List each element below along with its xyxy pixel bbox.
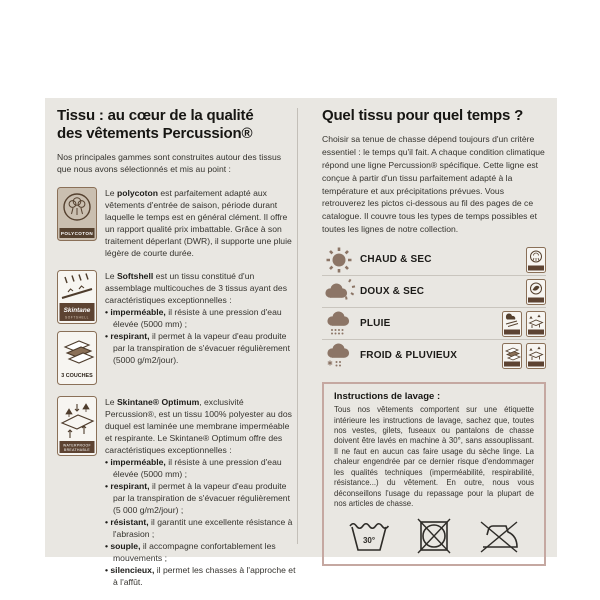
right-title: Quel tissu pour quel temps ? (322, 107, 524, 124)
column-divider (297, 108, 298, 544)
skintane-optimum-description: Le Skintane® Optimum, exclusivité Percussion®, est un tissu 100% polyester au dos duquel est laminée une membrane imperméable et respirante. Le Skintane® Optimum offre des caractéristiques exceptionnelles : • imperméable, il résiste à une pression d'eau élevée (5000 mm) ; • respirant, il permet à la vapeur d'eau produite par la transpiration de s'évacuer régulièrement (5 000 g/m2/jour) ; • résistant, il garantit une excellente résistance à l'abrasion ; • souple, il accompagne confortablement les mouvements ; • silencieux, il permet les chasses à l'approche et à l'affût. (105, 396, 296, 588)
skintane-optimum-badge-icon (57, 396, 97, 456)
rain-cloud-icon (322, 310, 360, 338)
weather-label: FROID & PLUVIEUX (360, 350, 458, 362)
sun-icon (322, 246, 360, 274)
left-title (57, 107, 297, 144)
softshell-description: Le Softshell est un tissu constitué d'un assemblage multicouches de 3 tissus ayant des caractéristiques exceptionnelles : • imperméable, il résiste à une pression d'eau élevée (5000 mm) ; • respirant, il permet à la vapeur d'eau produite par la transpiration de s'évacuer régulièrement (5000 g/m2/jour). (105, 270, 290, 365)
skintane-optimum-mini-icon (526, 343, 546, 369)
sun-cloud-icon (322, 278, 360, 306)
fabric-item-polycoton (57, 187, 297, 259)
skintane-optimum-mini-icon (526, 311, 546, 337)
three-layers-badge-icon (57, 331, 97, 385)
wash-30-icon (346, 517, 392, 555)
svg-text:POLYCOTON: POLYCOTON (60, 230, 94, 236)
fabric-quality-section (57, 107, 297, 588)
weather-label: DOUX & SEC (360, 286, 425, 298)
laundry-symbols (334, 510, 534, 555)
fabric-leaf-mini-icon (526, 279, 546, 305)
fabric-item-skintane-optimum (57, 396, 297, 589)
weather-row-froid-pluvieux (322, 339, 546, 371)
weather-row-pluie (322, 307, 546, 339)
washing-instructions-box (322, 382, 546, 565)
svg-text:BREATHABLE: BREATHABLE (63, 447, 91, 452)
washing-title: Instructions de lavage : (334, 391, 441, 403)
left-title-line2: des vêtements Percussion® (57, 125, 253, 143)
weather-label: CHAUD & SEC (360, 254, 432, 266)
skintane-mini-icon (502, 311, 522, 337)
weather-table (322, 244, 546, 371)
three-layers-mini-icon (502, 343, 522, 369)
polycoton-mini-icon (526, 247, 546, 273)
catalog-page (45, 98, 557, 588)
svg-text:30°: 30° (362, 535, 376, 545)
snow-cloud-icon (322, 342, 360, 370)
svg-text:SOFTSHELL: SOFTSHELL (65, 315, 89, 320)
no-iron-icon (476, 517, 522, 555)
washing-body: Tous nos vêtements comportent sur une étiquette intérieure les instructions de lavage, sachez que, toutes nos vestes, gilets, fuseaux ou pantalons de chasse doivent être lavés en machine à 30°, sans assouplissant. Il ne faut en aucun cas faire usage du sèche linge. La chaleur engendrée par ce dernier risque d'endommager les qualités techniques (imperméabilité, respirabilité, résistance...) du vêtement. En outre, nous vous déconseillons l'usage du repassage pour la plupart de nos articles de chasse. (334, 405, 534, 509)
weather-label: PLUIE (360, 318, 391, 330)
left-title-line1: Tissu : au cœur de la qualité (57, 107, 254, 124)
svg-text:WATERPROOF: WATERPROOF (63, 443, 91, 448)
polycoton-badge-icon (57, 187, 97, 241)
svg-text:3 COUCHES: 3 COUCHES (61, 372, 93, 379)
svg-text:Skintane: Skintane (63, 306, 91, 314)
fabric-item-softshell (57, 270, 297, 385)
skintane-softshell-badge-icon (57, 270, 97, 324)
polycoton-description: Le polycoton est parfaitement adapté aux vêtements d'entrée de saison, période durant laquelle le temps est en général clément. Il offre un rapport qualité prix imbattable. Grâce à son traitement déperlant (DWR), il supporte une pluie légère de courte durée. (105, 187, 292, 258)
weather-row-chaud-sec (322, 244, 546, 275)
weather-row-doux-sec (322, 275, 546, 307)
left-intro: Nos principales gammes sont construites autour des tissus que nous avons sélectionnés et mis au point : (57, 151, 282, 175)
right-intro: Choisir sa tenue de chasse dépend toujours d'un critère essentiel : le temps qu'il fait. A chaque condition climatique répond une ligne Percussion® spécifique. Cette ligne est conçue à partir d'un tissu parfaitement adapté à la température et aux précipitations prévues. Vous retrouverez les pictos ci-dessous au fil des pages de ce catalogue. Il couvre tous les types de temps possibles et toutes les lignes de notre collection. (322, 134, 545, 235)
no-tumble-dry-icon (411, 517, 457, 555)
weather-fabric-section (322, 107, 546, 566)
